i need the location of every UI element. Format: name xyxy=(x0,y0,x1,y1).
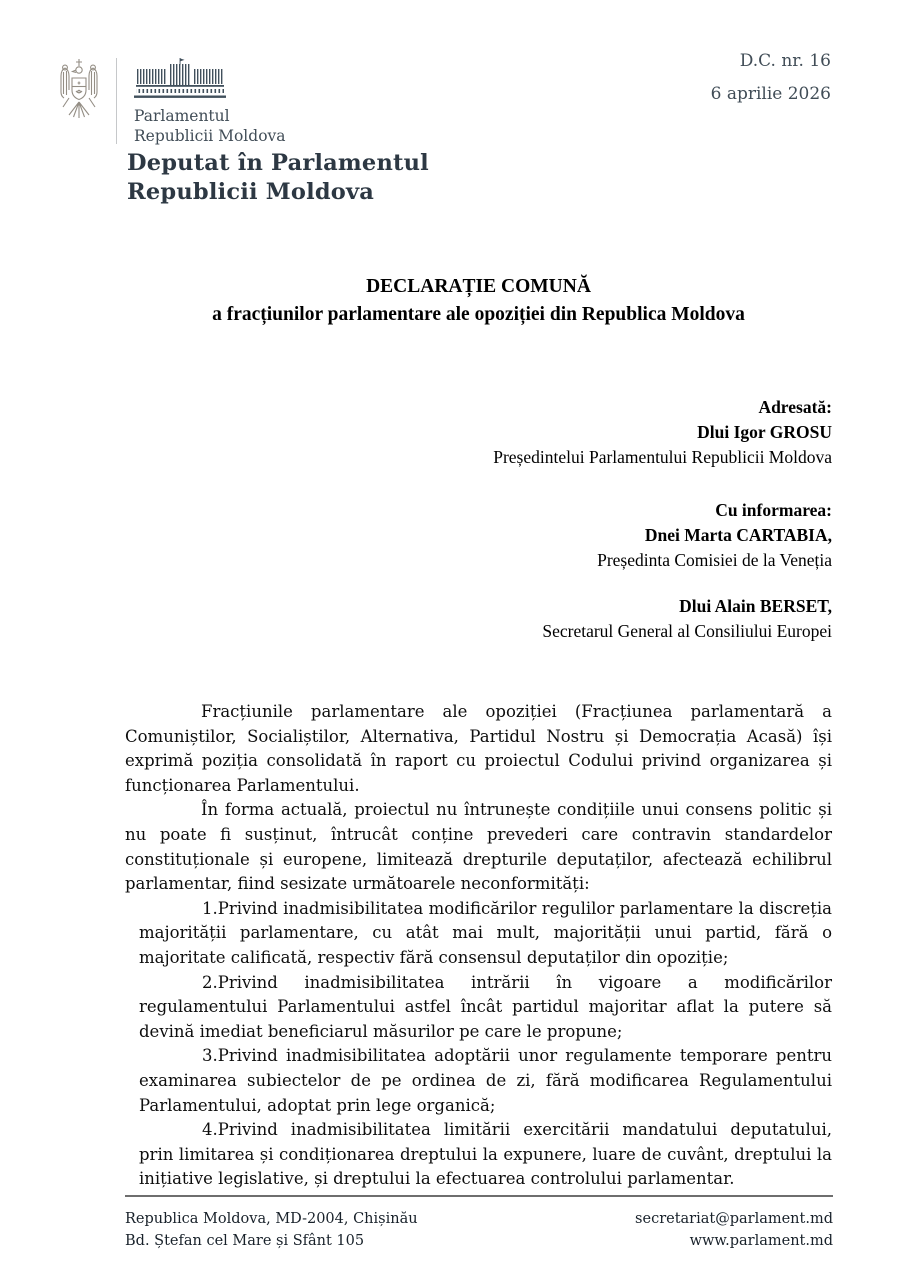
footer-address-line1: Republica Moldova, MD-2004, Chișinău xyxy=(125,1211,418,1227)
recipient-label: Adresată: xyxy=(758,397,832,417)
recipient-name: Dlui Igor GROSU xyxy=(697,422,832,442)
footer-address xyxy=(125,1208,418,1252)
org-name-line1: Parlamentul xyxy=(134,107,230,125)
letterhead-divider xyxy=(116,58,117,144)
letterhead-title-line2: Republicii Moldova xyxy=(127,179,375,205)
document-title-line1: DECLARAȚIE COMUNĂ xyxy=(366,276,591,297)
recipient-label: Cu informarea: xyxy=(715,500,832,520)
recipient-role: Secretarul General al Consiliului Europei xyxy=(542,621,832,641)
moldova-coat-of-arms-icon xyxy=(55,58,103,124)
document-body xyxy=(125,700,832,1192)
recipient-addressee xyxy=(125,395,832,470)
body-paragraph-2: În forma actuală, proiectul nu întrunește condițiile unui consens politic și nu poate fi susținut, întrucât conține prevederi care contravin standardelor constituționale și europene, limitează drepturile deputaților, afectează echilibrul parlamentar, fiind sesizate următoarele neconformități: xyxy=(125,800,832,894)
footer-website-link[interactable]: www.parlament.md xyxy=(689,1233,833,1249)
footer xyxy=(125,1208,833,1252)
letterhead-title-line1: Deputat în Parlamentul xyxy=(127,150,429,176)
body-item-4: 4.Privind inadmisibilitatea limitării exercitării mandatului deputatului, prin limitarea și condiționarea dreptului la expunere, luare de cuvânt, dreptului la inițiative legislative, și dreptului la efectuarea controlului parlamentar. xyxy=(139,1120,832,1189)
recipients-block xyxy=(125,395,832,644)
footer-address-line2: Bd. Ștefan cel Mare și Sfânt 105 xyxy=(125,1233,365,1249)
org-name-line2: Republicii Moldova xyxy=(134,126,286,145)
document-title-line2: a fracțiunilor parlamentare ale opoziției din Republica Moldova xyxy=(212,304,745,325)
recipient-cc-1 xyxy=(125,498,832,573)
document-title xyxy=(125,273,832,329)
body-paragraph-1: Fracțiunile parlamentare ale opoziției (Fracțiunea parlamentară a Comuniștilor, Socialiștilor, Alternativa, Partidul Nostru și Democrația Acasă) își exprimă poziția consolidată în raport cu proiectul Codului privind organizarea și funcționarea Parlamentului. xyxy=(125,702,832,795)
doc-date: 6 aprilie 2026 xyxy=(710,84,831,104)
recipient-role: Președinta Comisiei de la Veneția xyxy=(597,550,832,570)
recipient-cc-2 xyxy=(125,594,832,644)
footer-email-link[interactable]: secretariat@parlament.md xyxy=(635,1211,833,1227)
recipient-name: Dnei Marta CARTABIA, xyxy=(644,525,832,545)
recipient-name: Dlui Alain BERSET, xyxy=(679,596,832,616)
doc-number: D.C. nr. 16 xyxy=(739,51,831,71)
body-item-1: 1.Privind inadmisibilitatea modificărilor regulilor parlamentare la discreția majorității parlamentare, cu atât mai mult, majorității unui partid, fără o majoritate calificată, respectiv fără consensul deputaților din opoziție; xyxy=(139,898,832,967)
document-content xyxy=(125,0,832,1192)
recipient-role: Președintelui Parlamentului Republicii Moldova xyxy=(493,447,832,467)
footer-contacts xyxy=(635,1208,833,1252)
body-item-3: 3.Privind inadmisibilitatea adoptării unor regulamente temporare pentru examinarea subiectelor de pe ordinea de zi, fără modificarea Regulamentului Parlamentului, adoptat prin lege organică; xyxy=(139,1046,832,1115)
body-item-2: 2.Privind inadmisibilitatea intrării în vigoare a modificărilor regulamentului Parlamentului astfel încât partidul majoritar aflat la putere să devină imediat beneficiarul măsurilor pe care le propune; xyxy=(139,972,832,1041)
footer-divider xyxy=(125,1195,833,1197)
